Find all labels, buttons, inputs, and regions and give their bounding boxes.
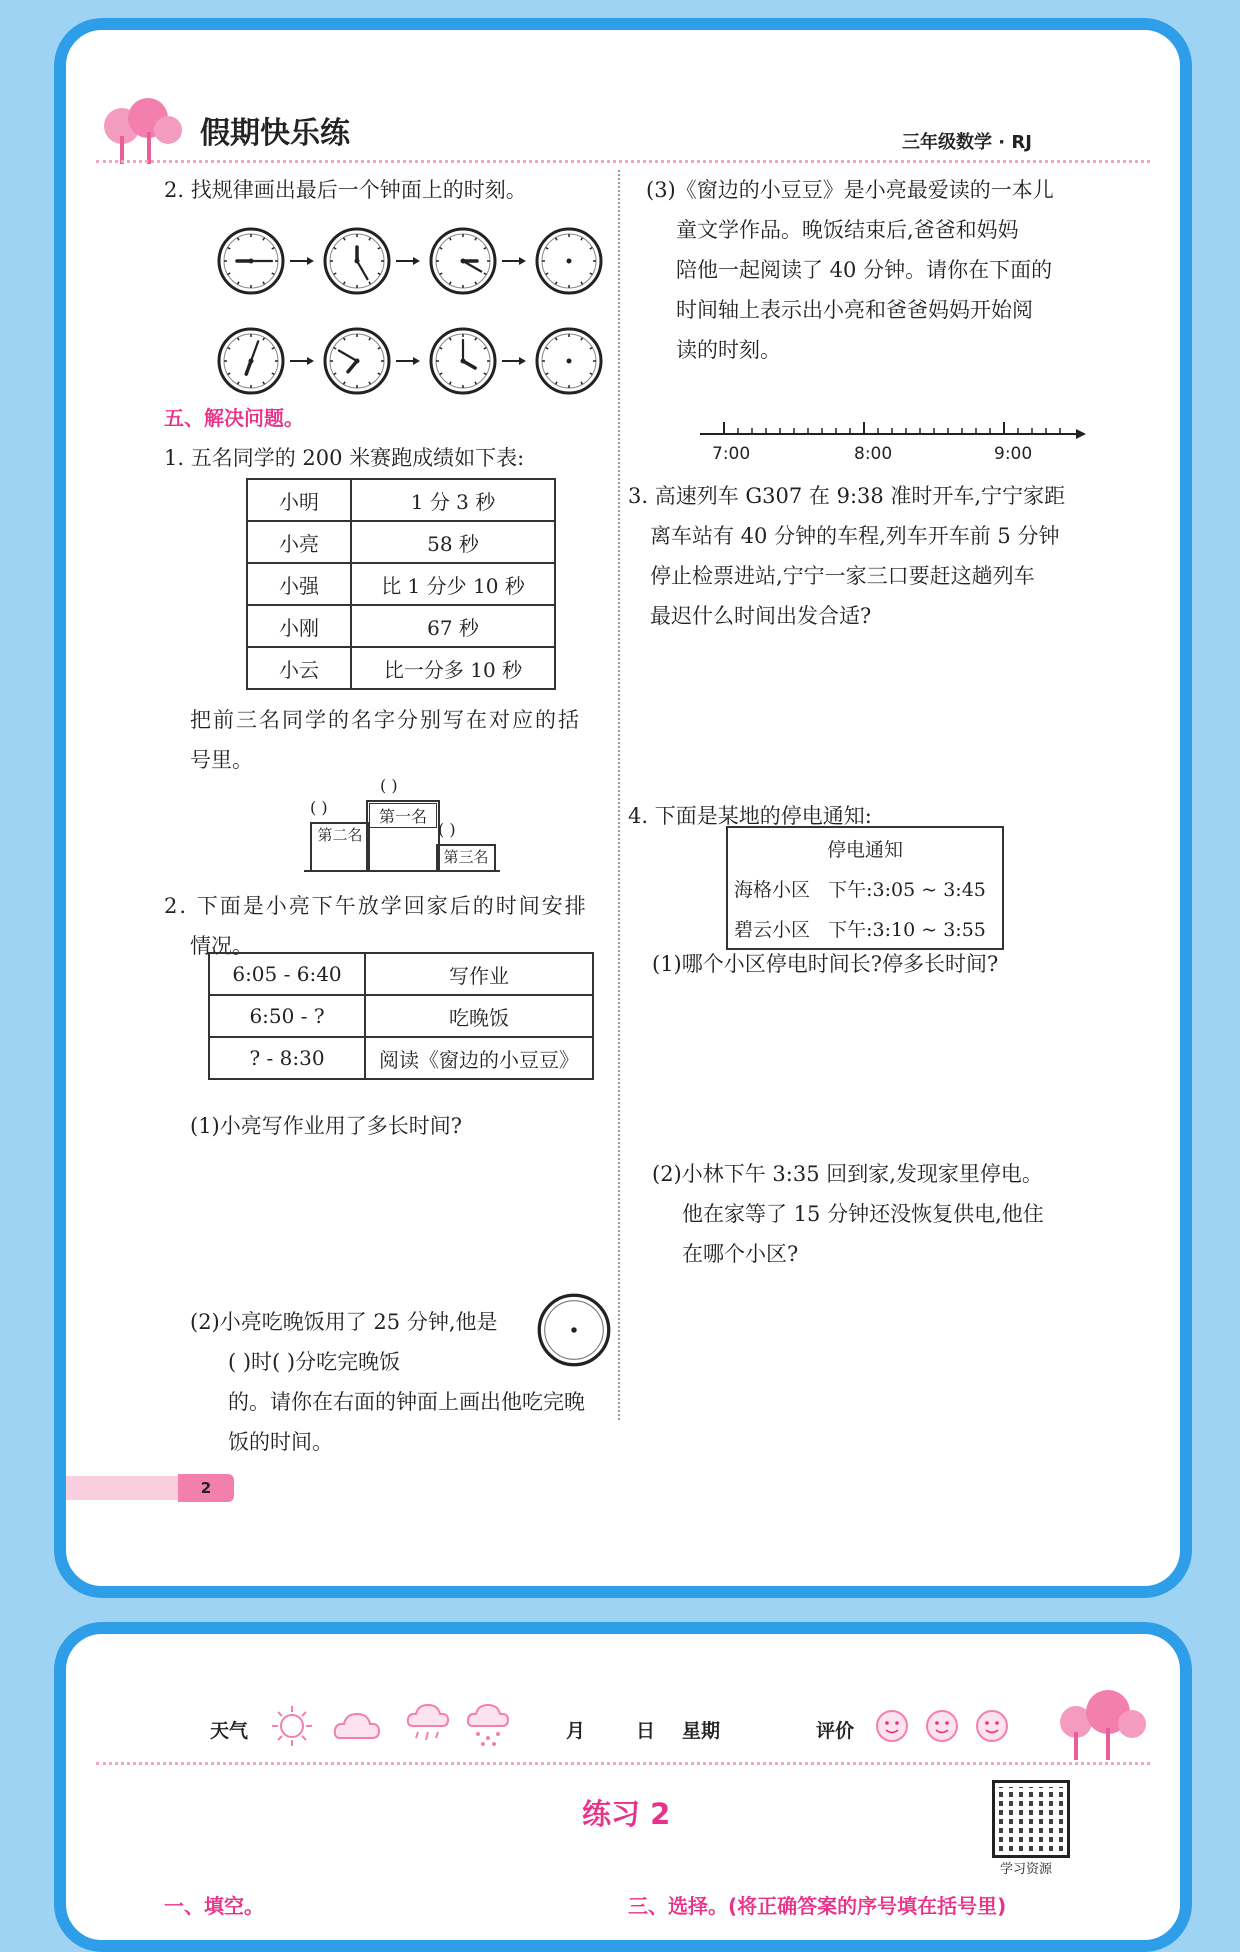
notice-title: 停电通知 — [727, 827, 1003, 868]
brand-title — [200, 108, 350, 152]
clock-face-icon — [428, 226, 498, 296]
race-time: 比 1 分少 10 秒 — [351, 563, 555, 605]
pink-tree-decoration-icon — [1052, 1688, 1152, 1762]
blank-clock-face-icon[interactable] — [534, 326, 604, 396]
third-place-blank: ( ) — [438, 820, 456, 839]
snowy-icon[interactable] — [466, 1700, 510, 1750]
power-outage-notice — [726, 826, 1004, 950]
problem-1-title: 1. 五名同学的 200 米赛跑成绩如下表: — [164, 446, 525, 470]
time-range: 6:05 - 6:40 — [209, 953, 365, 995]
problem-4-title: 4. 下面是某地的停电通知: — [628, 804, 872, 828]
clock-face-icon — [216, 326, 286, 396]
notice-community: 碧云小区 — [734, 918, 811, 941]
student-name: 小刚 — [247, 605, 351, 647]
problem-2-title-1: 2. 下面是小亮下午放学回家后的时间安排 — [164, 894, 588, 918]
brand-text: 假期快乐练 — [200, 116, 350, 151]
month-label: 月 — [566, 1720, 586, 1742]
question-2-title: 2. 找规律画出最后一个钟面上的时刻。 — [164, 178, 527, 202]
worksheet-page-next — [54, 1622, 1192, 1952]
p4q2-lines-line: 在哪个小区? — [682, 1242, 799, 1266]
timeline-label-7: 7:00 — [712, 444, 751, 464]
section-3-title: 三、选择。(将正确答案的序号填在括号里) — [628, 1894, 1007, 1918]
problem-2-q2-line4: 饭的时间。 — [228, 1430, 333, 1454]
p4q2-lines-line: (2)小林下午 3:35 回到家,发现家里停电。 — [652, 1162, 1043, 1186]
header-divider — [96, 1762, 1150, 1765]
problem-4-q1: (1)哪个小区停电时间长?停多长时间? — [652, 952, 999, 976]
rating-label: 评价 — [816, 1720, 855, 1742]
header-divider — [96, 160, 1150, 163]
problem-2-title-2: 情况。 — [190, 934, 253, 958]
right-arrow-icon — [396, 256, 420, 266]
clock-face-icon — [322, 326, 392, 396]
qr-code-icon[interactable] — [992, 1780, 1070, 1858]
problem-1-instruction-1: 把前三名同学的名字分别写在对应的括 — [190, 708, 581, 732]
notice-community: 海格小区 — [734, 878, 811, 901]
podium-diagram — [310, 776, 540, 872]
table-row — [247, 647, 555, 689]
q3-lines-line: 时间轴上表示出小亮和爸爸妈妈开始阅 — [676, 298, 1033, 322]
first-place-blank: ( ) — [380, 776, 398, 795]
race-results-table — [246, 478, 556, 690]
notice-row-biyun — [727, 908, 1003, 949]
student-name: 小明 — [247, 479, 351, 521]
q3-lines-line: 陪他一起阅读了 40 分钟。请你在下面的 — [676, 258, 1053, 282]
notice-time: 下午:3:10 ~ 3:55 — [828, 918, 986, 941]
activity: 吃晚饭 — [365, 995, 593, 1037]
q3-lines-line: (3)《窗边的小豆豆》是小亮最爱读的一本儿 — [646, 178, 1054, 202]
pink-tree-logo-icon — [100, 96, 190, 166]
activity: 写作业 — [365, 953, 593, 995]
q3-lines-line: 童文学作品。晚饭结束后,爸爸和妈妈 — [676, 218, 1019, 242]
rating-face-icon[interactable] — [874, 1708, 910, 1744]
column-divider — [618, 170, 620, 1420]
clock-face-icon — [428, 326, 498, 396]
podium-base — [304, 870, 500, 872]
table-row — [209, 953, 593, 995]
second-place-label: 第二名 — [317, 826, 363, 844]
right-arrow-icon — [290, 256, 314, 266]
qr-caption: 学习资源 — [1000, 1862, 1053, 1877]
activity: 阅读《窗边的小豆豆》 — [365, 1037, 593, 1079]
student-name: 小云 — [247, 647, 351, 689]
section-5-title: 五、解决问题。 — [164, 406, 304, 430]
right-arrow-icon — [502, 256, 526, 266]
notice-row-haige — [727, 868, 1003, 908]
clock-face-icon — [322, 226, 392, 296]
time-range: 6:50 - ? — [209, 995, 365, 1037]
right-arrow-icon — [502, 356, 526, 366]
race-time: 58 秒 — [351, 521, 555, 563]
time-range: ? - 8:30 — [209, 1037, 365, 1079]
table-row — [247, 521, 555, 563]
podium-second — [310, 822, 370, 872]
p3-lines-line: 离车站有 40 分钟的车程,列车开车前 5 分钟 — [650, 524, 1060, 548]
race-time: 67 秒 — [351, 605, 555, 647]
table-row — [247, 479, 555, 521]
right-arrow-icon — [396, 356, 420, 366]
problem-2-q1: (1)小亮写作业用了多长时间? — [190, 1114, 463, 1138]
schedule-table — [208, 952, 594, 1080]
student-name: 小强 — [247, 563, 351, 605]
sunny-icon[interactable] — [270, 1704, 314, 1748]
cloudy-icon[interactable] — [332, 1706, 382, 1744]
problem-2-q2-line3: 的。请你在右面的钟面上画出他吃完晚 — [228, 1390, 585, 1414]
worksheet-page — [54, 18, 1192, 1598]
p3-lines-line: 最迟什么时间出发合适? — [650, 604, 872, 628]
podium-first — [366, 800, 440, 872]
table-row — [209, 995, 593, 1037]
notice-time: 下午:3:05 ~ 3:45 — [828, 878, 986, 901]
p3-lines-line: 3. 高速列车 G307 在 9:38 准时开车,宁宁家距 — [628, 484, 1066, 508]
table-row — [247, 605, 555, 647]
timeline-label-8: 8:00 — [854, 444, 893, 464]
table-row — [247, 563, 555, 605]
grade-label: 三年级数学 · RJ — [902, 132, 1032, 153]
p3-lines-line: 停止检票进站,宁宁一家三口要赶这趟列车 — [650, 564, 1035, 588]
section-1-title: 一、填空。 — [164, 1894, 264, 1918]
table-row — [209, 1037, 593, 1079]
second-place-blank: ( ) — [310, 798, 328, 817]
exercise-title: 练习 2 — [582, 1797, 671, 1831]
p4q2-lines-line: 他在家等了 15 分钟还没恢复供电,他住 — [682, 1202, 1044, 1226]
problem-1-instruction-2: 号里。 — [190, 748, 253, 772]
student-name: 小亮 — [247, 521, 351, 563]
q3-lines-line: 读的时刻。 — [676, 338, 781, 362]
race-time: 1 分 3 秒 — [351, 479, 555, 521]
rating-face-icon[interactable] — [974, 1708, 1010, 1744]
day-label: 日 — [636, 1720, 656, 1742]
rainy-icon[interactable] — [406, 1700, 450, 1750]
blank-answer-clock-icon[interactable] — [536, 1292, 612, 1368]
right-arrow-icon — [290, 356, 314, 366]
race-time: 比一分多 10 秒 — [351, 647, 555, 689]
problem-2-q2-line2: ( )时( )分吃完晚饭 — [228, 1350, 401, 1374]
blank-clock-face-icon[interactable] — [534, 226, 604, 296]
third-place-label: 第三名 — [443, 848, 489, 866]
page-number: 2 — [178, 1474, 234, 1502]
problem-2-q2-line1: (2)小亮吃晚饭用了 25 分钟,他是 — [190, 1310, 498, 1334]
weather-label: 天气 — [210, 1720, 249, 1742]
clock-face-icon — [216, 226, 286, 296]
timeline-label-9: 9:00 — [994, 444, 1033, 464]
first-place-label: 第一名 — [369, 803, 437, 828]
weekday-label: 星期 — [682, 1720, 721, 1742]
podium-third — [436, 844, 496, 872]
rating-face-icon[interactable] — [924, 1708, 960, 1744]
